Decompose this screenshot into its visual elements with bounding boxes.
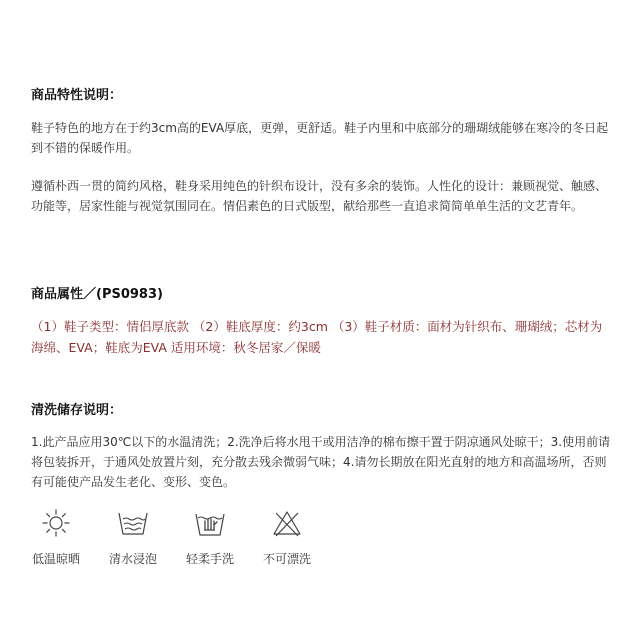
no-bleach-icon	[271, 508, 303, 538]
attributes-text: （1）鞋子类型：情侣厚底款 （2）鞋底厚度：约3cm （3）鞋子材质：面材为针织布、珊瑚绒；芯材为海绵、EVA；鞋底为EVA 适用环境：秋冬居家／保暖	[31, 319, 603, 355]
care-title: 清洗储存说明：	[31, 403, 123, 418]
sun-icon	[41, 508, 71, 538]
care-item-low-temp-dry	[21, 508, 91, 567]
care-text: 1.此产品应用30℃以下的水温清洗；2.洗净后将水甩干或用洁净的棉布擦干置于阴凉通风处晾干；3.使用前请将包装拆开，于通风处放置片刻，充分散去残余微弱气味；4.请勿长期放在阳光直射的地方和高温场所，否则有可能使产品发生老化、变形、变色。	[31, 435, 611, 489]
care-label: 低温晾晒	[31, 552, 80, 566]
care-label: 不可漂洗	[262, 552, 311, 566]
hand-wash-icon	[194, 508, 226, 538]
care-item-no-bleach	[252, 508, 322, 567]
care-icons	[30, 508, 330, 578]
features-title: 商品特性说明：	[31, 88, 123, 103]
water-basin-icon	[117, 508, 149, 538]
care-label: 轻柔手洗	[185, 552, 234, 566]
care-item-clean-water-soak	[98, 508, 168, 567]
care-label: 清水浸泡	[108, 552, 157, 566]
attributes-title: 商品属性／(PS0983)	[31, 287, 163, 302]
features-paragraph-2: 遵循朴西一贯的简约风格，鞋身采用纯色的针织布设计，没有多余的装饰。人性化的设计：兼顾视觉、触感、功能等，居家性能与视觉氛围同在。情侣素色的日式版型，献给那些一直追求简简单单生活的文艺青年。	[31, 179, 608, 213]
care-item-gentle-hand-wash	[175, 508, 245, 567]
features-paragraph-1: 鞋子特色的地方在于约3cm高的EVA厚底，更弹，更舒适。鞋子内里和中底部分的珊瑚绒能够在寒冷的冬日起到不错的保暖作用。	[31, 121, 609, 155]
